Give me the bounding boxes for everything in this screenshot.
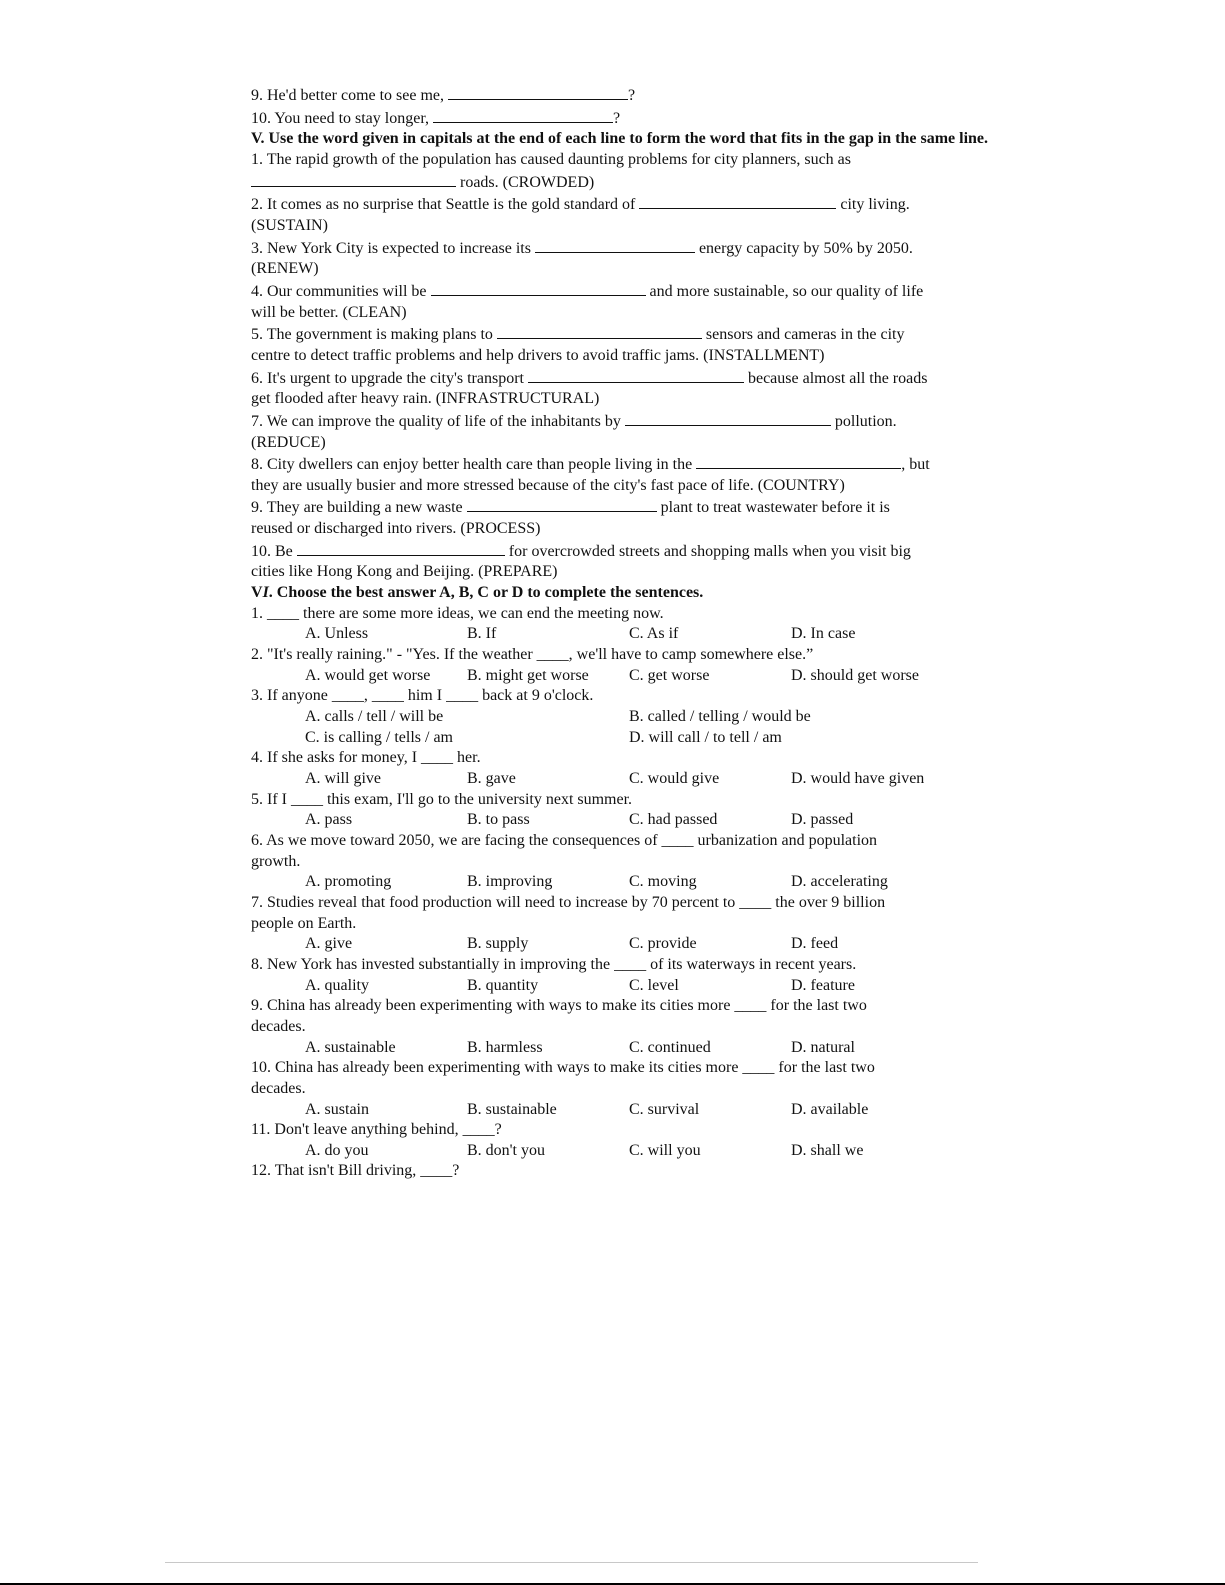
s6-q2-options	[251, 666, 996, 687]
s5-item-9: 9. They are building a new waste plant to treat wastewater before it is	[251, 496, 996, 519]
option-d: D. should get worse	[791, 666, 919, 684]
option-d: D. would have given	[791, 770, 925, 787]
s5-item-10: 10. Be for overcrowded streets and shopping malls when you visit big	[251, 540, 996, 563]
s6-q6-cont: growth.	[251, 852, 301, 870]
s6-q6: 6. As we move toward 2050, we are facing the consequences of ____ urbanization and population	[251, 831, 878, 849]
option-b: B. If	[467, 625, 497, 643]
s5-item-1-cont: roads. (CROWDED)	[251, 171, 996, 194]
s5-item-8-cont: they are usually busier and more stressed because of the city's fast pace of life. (COUNTRY)	[251, 476, 845, 494]
option-c: C. level	[629, 976, 679, 994]
s5-item-4: 4. Our communities will be and more sustainable, so our quality of life	[251, 280, 996, 303]
answer-blank	[625, 410, 831, 426]
s6-q4: 4. If she asks for money, I ____ her.	[251, 749, 481, 767]
option-a: A. sustain	[305, 1100, 369, 1118]
option-c: C. had passed	[629, 811, 718, 829]
s6-q10: 10. China has already been experimenting with ways to make its cities more ____ for the last two	[251, 1059, 875, 1077]
option-c: C. provide	[629, 935, 697, 953]
s6-q10-options	[251, 1100, 996, 1121]
option-c: C. moving	[629, 873, 697, 891]
s6-q8: 8. New York has invested substantially in improving the ____ of its waterways in recent years.	[251, 955, 857, 973]
s6-q8-options	[251, 976, 996, 997]
option-c: C. continued	[629, 1038, 711, 1056]
s5-item-7: 7. We can improve the quality of life of the inhabitants by pollution.	[251, 410, 996, 433]
s5-item-7-cont: (REDUCE)	[251, 433, 326, 451]
s5-item-2-cont: (SUSTAIN)	[251, 216, 328, 234]
option-c: C. will you	[629, 1141, 701, 1159]
page-divider	[165, 1562, 978, 1563]
s6-q3: 3. If anyone ____, ____ him I ____ back at 9 o'clock.	[251, 687, 594, 705]
option-a: A. give	[305, 935, 353, 953]
s6-q6-options	[251, 872, 996, 893]
s6-q4-options	[251, 769, 996, 790]
answer-blank	[696, 453, 901, 469]
prev-q10: 10. You need to stay longer, ?	[251, 107, 996, 130]
option-a: A. will give	[305, 770, 381, 787]
option-d: D. shall we	[791, 1141, 864, 1159]
s6-q7: 7. Studies reveal that food production will need to increase by 70 percent to ____ the over 9 billion	[251, 893, 886, 911]
option-b: B. supply	[467, 935, 529, 953]
answer-blank	[431, 280, 646, 296]
option-a: A. quality	[305, 976, 369, 994]
s6-q10-cont: decades.	[251, 1079, 306, 1097]
option-b: B. harmless	[467, 1038, 543, 1056]
s6-q12: 12. That isn't Bill driving, ____?	[251, 1162, 460, 1180]
answer-blank	[433, 107, 613, 123]
prev-q9: 9. He'd better come to see me, ?	[251, 84, 996, 107]
s6-q2: 2. "It's really raining." - "Yes. If the weather ____, we'll have to camp somewhere else.”	[251, 646, 814, 664]
option-d: D. natural	[791, 1038, 855, 1056]
answer-blank	[251, 171, 456, 187]
answer-blank	[639, 193, 836, 209]
section-6-heading: VI. Choose the best answer A, B, C or D to complete the sentences.	[251, 584, 704, 602]
s6-q5-options	[251, 810, 996, 831]
s6-q11-options	[251, 1141, 996, 1162]
s5-item-10-cont: cities like Hong Kong and Beijing. (PREPARE)	[251, 563, 558, 581]
option-d: D. available	[791, 1100, 869, 1118]
answer-blank	[467, 496, 657, 512]
option-b: B. improving	[467, 873, 553, 891]
option-b: B. don't you	[467, 1141, 545, 1159]
option-c: C. get worse	[629, 666, 710, 684]
option-c: C. is calling / tells / am	[305, 728, 453, 746]
s6-q9-cont: decades.	[251, 1017, 306, 1035]
option-d: D. In case	[791, 625, 856, 643]
answer-blank	[297, 540, 505, 556]
s6-q7-cont: people on Earth.	[251, 914, 357, 932]
option-d: D. will call / to tell / am	[629, 728, 782, 746]
s6-q5: 5. If I ____ this exam, I'll go to the university next summer.	[251, 790, 633, 808]
option-b: B. to pass	[467, 811, 530, 829]
s6-q9: 9. China has already been experimenting with ways to make its cities more ____ for the last two	[251, 997, 867, 1015]
s6-q1: 1. ____ there are some more ideas, we can end the meeting now.	[251, 604, 664, 622]
option-b: B. quantity	[467, 976, 539, 994]
option-d: D. feature	[791, 976, 855, 994]
document-page	[251, 84, 996, 1182]
section-5-heading: V. Use the word given in capitals at the end of each line to form the word that fits in the gap in the same line.	[251, 130, 989, 148]
option-a: A. Unless	[305, 625, 369, 643]
option-b: B. sustainable	[467, 1100, 557, 1118]
s6-q3-options-row1	[251, 707, 996, 728]
s6-q11: 11. Don't leave anything behind, ____?	[251, 1121, 502, 1139]
s5-item-3: 3. New York City is expected to increase its energy capacity by 50% by 2050.	[251, 237, 996, 260]
option-c: C. As if	[629, 625, 679, 643]
s5-item-9-cont: reused or discharged into rivers. (PROCESS)	[251, 520, 541, 538]
option-b: B. gave	[467, 770, 516, 787]
option-a: A. do you	[305, 1141, 369, 1159]
s6-q9-options	[251, 1038, 996, 1059]
option-a: A. promoting	[305, 873, 392, 891]
s5-item-5-cont: centre to detect traffic problems and help drivers to avoid traffic jams. (INSTALLMENT)	[251, 346, 825, 364]
answer-blank	[535, 237, 695, 253]
option-b: B. called / telling / would be	[629, 708, 811, 726]
option-a: A. would get worse	[305, 666, 431, 684]
answer-blank	[497, 323, 702, 339]
option-c: C. would give	[629, 770, 720, 787]
answer-blank	[448, 84, 628, 100]
s5-item-2: 2. It comes as no surprise that Seattle is the gold standard of city living.	[251, 193, 996, 216]
answer-blank	[528, 367, 744, 383]
option-d: D. passed	[791, 811, 854, 829]
s5-item-6-cont: get flooded after heavy rain. (INFRASTRUCTURAL)	[251, 390, 600, 408]
option-d: D. accelerating	[791, 873, 888, 891]
s6-q1-options	[251, 624, 996, 645]
option-b: B. might get worse	[467, 666, 589, 684]
option-c: C. survival	[629, 1100, 700, 1118]
s5-item-5: 5. The government is making plans to sensors and cameras in the city	[251, 323, 996, 346]
s5-item-4-cont: will be better. (CLEAN)	[251, 303, 407, 321]
s5-item-1: 1. The rapid growth of the population has caused daunting problems for city planners, such as	[251, 150, 852, 168]
option-d: D. feed	[791, 935, 839, 953]
option-a: A. pass	[305, 811, 353, 829]
option-a: A. sustainable	[305, 1038, 396, 1056]
s5-item-8: 8. City dwellers can enjoy better health care than people living in the , but	[251, 453, 996, 476]
option-a: A. calls / tell / will be	[305, 708, 444, 726]
s5-item-6: 6. It's urgent to upgrade the city's transport because almost all the roads	[251, 367, 996, 390]
s6-q3-options-row2	[251, 728, 996, 749]
s5-item-3-cont: (RENEW)	[251, 260, 319, 278]
s6-q7-options	[251, 934, 996, 955]
